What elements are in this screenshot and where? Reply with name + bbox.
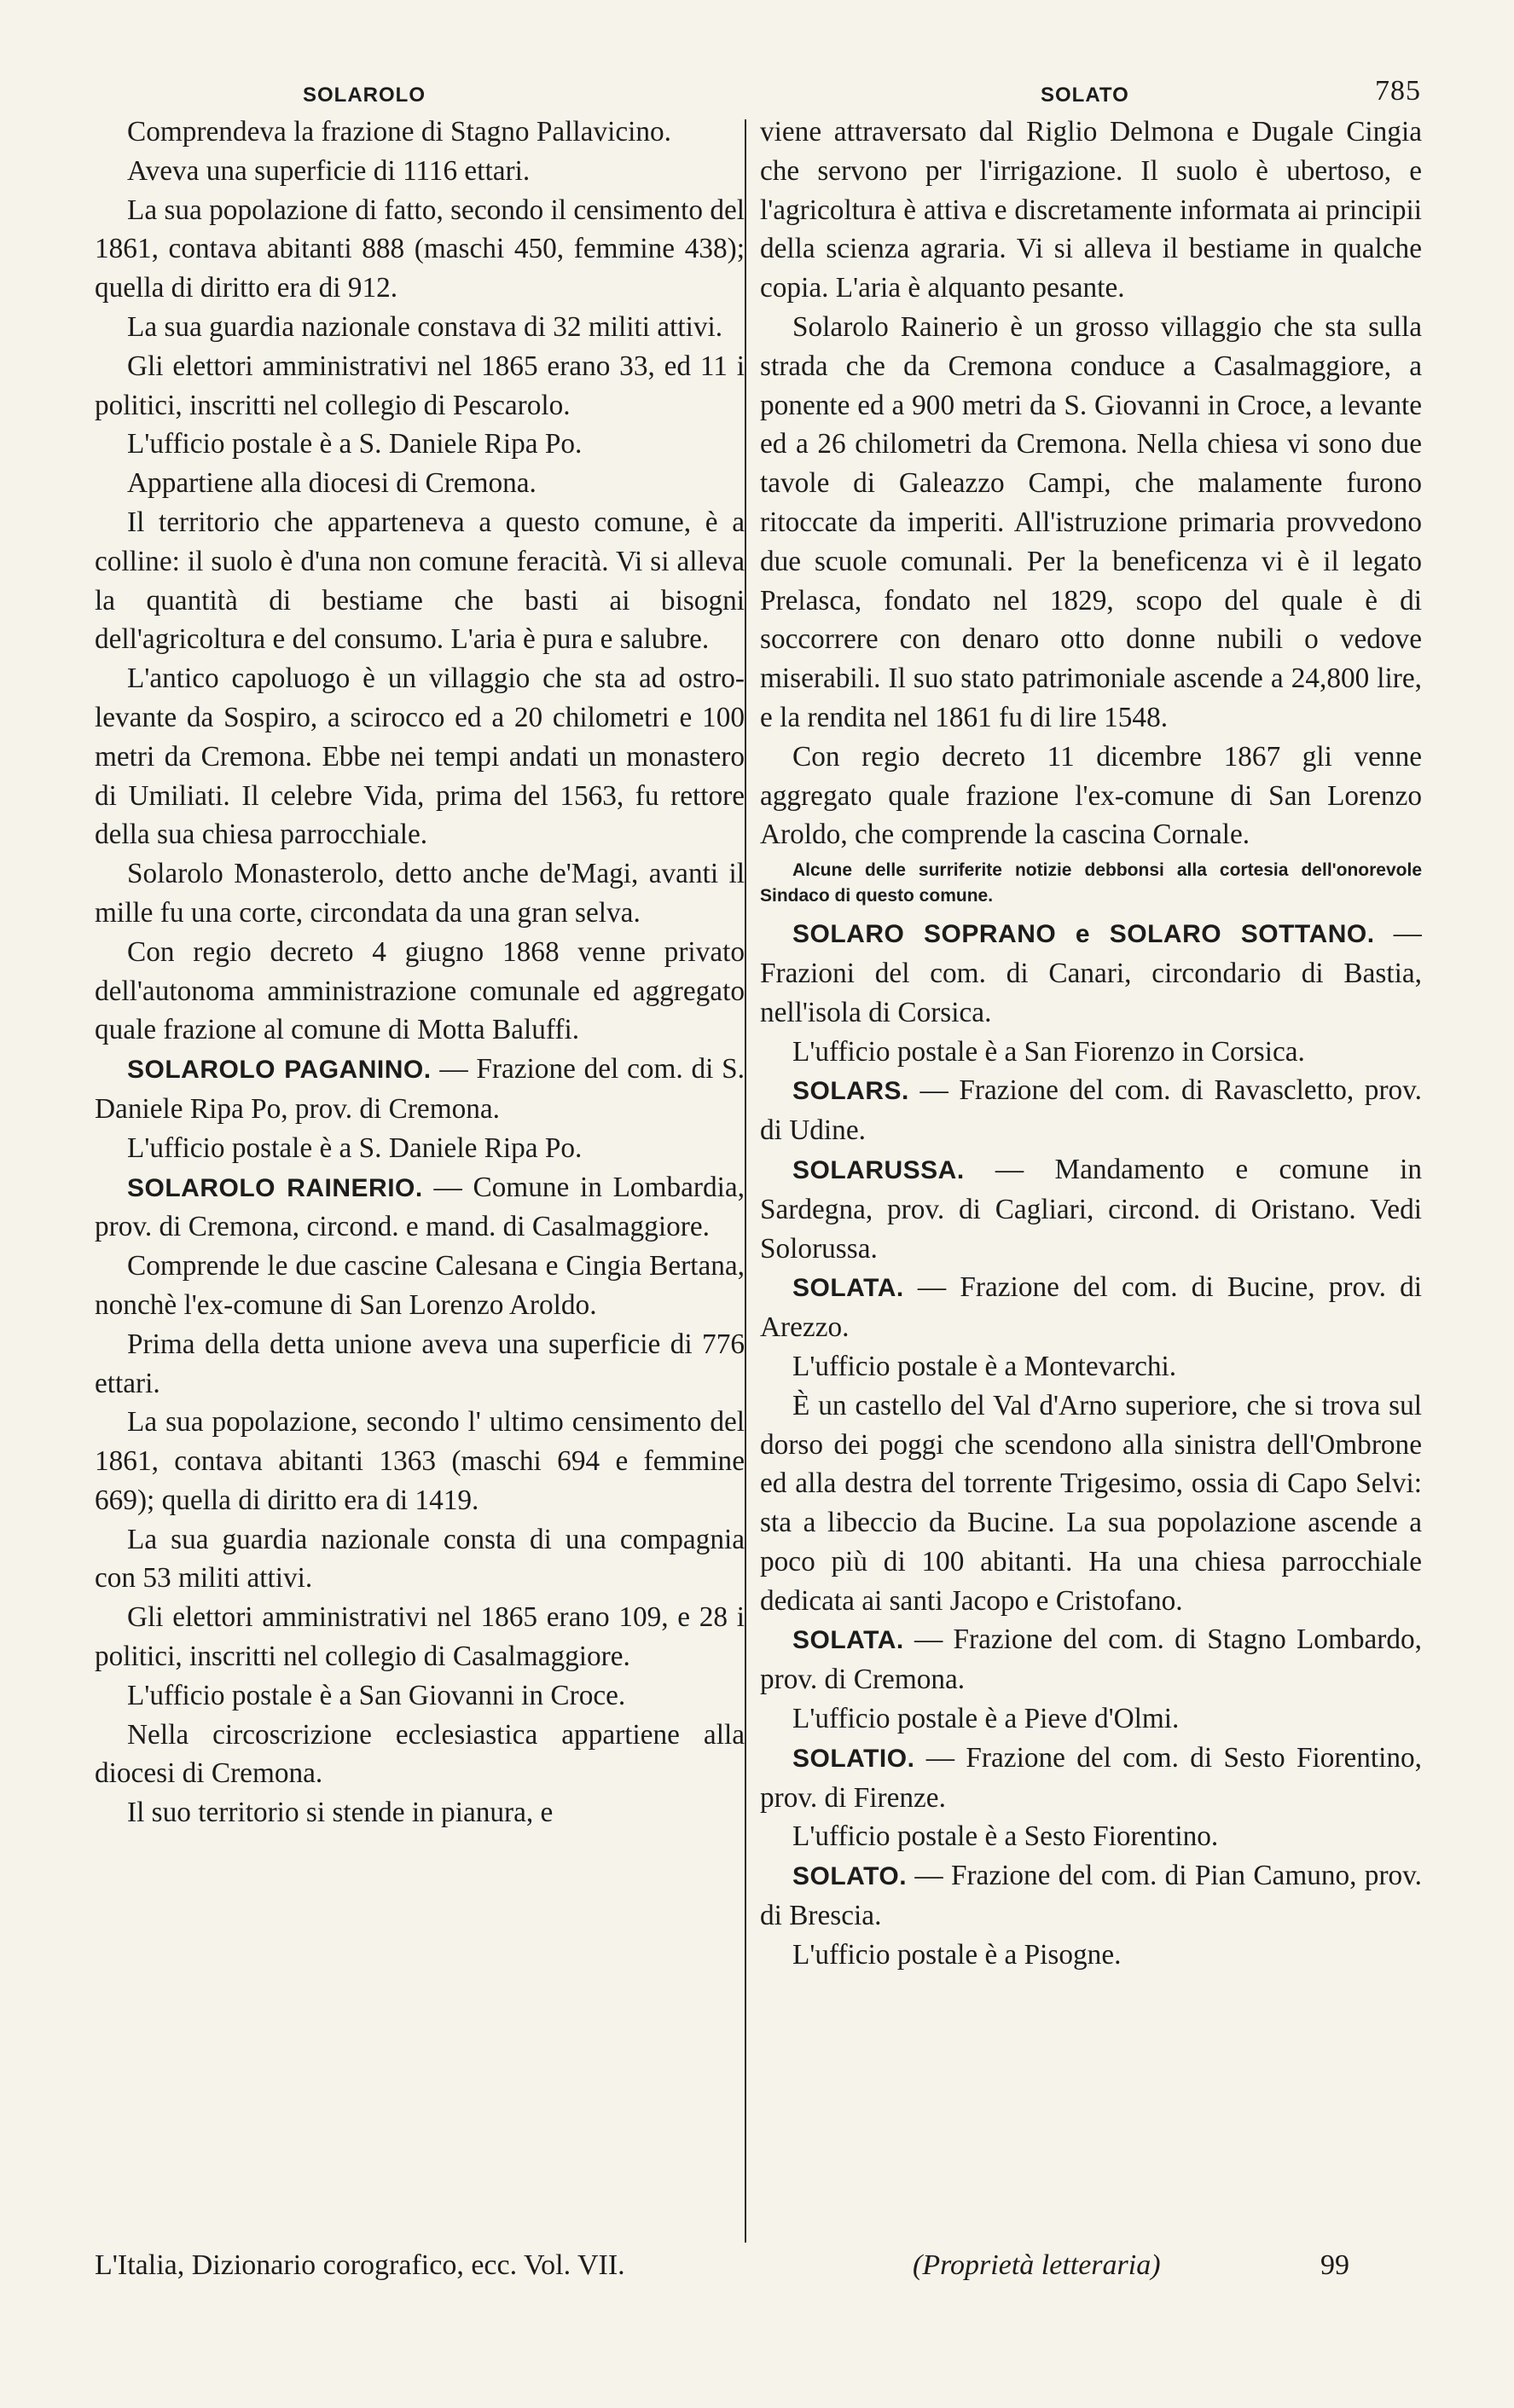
body-paragraph: Appartiene alla diocesi di Cremona. xyxy=(127,467,537,500)
left-running-head: SOLAROLO xyxy=(303,84,426,107)
body-paragraph: L'ufficio postale è a Sesto Fiorentino. xyxy=(792,1820,1219,1853)
body-paragraph: Aveva una superficie di 1116 ettari. xyxy=(127,154,531,187)
body-paragraph: L'ufficio postale è a S. Daniele Ripa Po. xyxy=(127,1132,583,1164)
running-head xyxy=(0,75,1514,113)
entry-text: — Frazione del com. di Stagno Lombardo, prov. di Cremona. xyxy=(760,1624,1422,1696)
body-paragraph: Con regio decreto 11 dicembre 1867 gli venne aggregato quale frazione l'ex-comune di San Lorenzo Aroldo, che comprende la cascina Cornale. xyxy=(760,740,1422,851)
entry-paragraph xyxy=(760,1268,1422,1347)
entry-paragraph xyxy=(95,1050,745,1129)
body-paragraph: La sua guardia nazionale consta di una compagnia con 53 militi attivi. xyxy=(95,1523,745,1595)
body-paragraph: La sua popolazione di fatto, secondo il censimento del 1861, contava abitanti 888 (maschi 450, femmine 438); quella di diritto era di 912. xyxy=(95,194,745,304)
page-number: 785 xyxy=(1375,75,1421,107)
body-paragraph: Gli elettori amministrativi nel 1865 erano 109, e 28 i politici, inscritti nel collegio di Casalmaggiore. xyxy=(95,1601,745,1673)
right-running-head: SOLATO xyxy=(1041,84,1129,107)
entry-paragraph xyxy=(760,1739,1422,1818)
entry-text: — Frazione del com. di Bucine, prov. di Arezzo. xyxy=(760,1271,1422,1344)
entry-text: — Frazione del com. di S. Daniele Ripa Po, prov. di Cremona. xyxy=(95,1053,745,1125)
body-paragraph: L'ufficio postale è a Pieve d'Olmi. xyxy=(792,1703,1180,1735)
body-paragraph: Comprende le due cascine Calesana e Cingia Bertana, nonchè l'ex-comune di San Lorenzo Aroldo. xyxy=(95,1250,745,1321)
body-paragraph: Nella circoscrizione ecclesiastica appartiene alla diocesi di Cremona. xyxy=(95,1718,745,1790)
right-column xyxy=(760,113,1422,2253)
page-footer xyxy=(0,2249,1514,2292)
body-paragraph: Con regio decreto 4 giugno 1868 venne privato dell'autonoma amministrazione comunale ed aggregato quale frazione al comune di Motta Baluffi. xyxy=(95,935,745,1046)
body-paragraph: L'ufficio postale è a San Giovanni in Croce. xyxy=(127,1679,626,1711)
entry-heading: SOLATA. xyxy=(792,1274,904,1303)
entry-text: — Frazione del com. di Sesto Fiorentino, prov. di Firenze. xyxy=(760,1741,1422,1814)
footnote: Alcune delle surriferite notizie debbonsi alla cortesia dell'onorevole Sindaco di questo comune. xyxy=(760,860,1422,906)
body-paragraph: Il suo territorio si stende in pianura, e xyxy=(127,1797,554,1829)
entry-heading: SOLAROLO PAGANINO. xyxy=(127,1056,432,1085)
footer-property: (Proprietà letteraria) xyxy=(913,2249,1161,2281)
entry-heading: SOLATIO. xyxy=(792,1744,915,1773)
body-paragraph: L'ufficio postale è a San Fiorenzo in Corsica. xyxy=(792,1035,1305,1068)
body-paragraph: Gli elettori amministrativi nel 1865 erano 33, ed 11 i politici, inscritti nel collegio di Pescarolo. xyxy=(95,350,745,421)
entry-heading: SOLAROLO RAINERIO. xyxy=(127,1173,423,1202)
body-paragraph: viene attraversato dal Riglio Delmona e Dugale Cingia che servono per l'irrigazione. Il suolo è ubertoso, e l'agricoltura è attiva e discretamente informata ai principii della scienza agraria. Vi si alleva il bestiame in qualche copia. L'aria è alquanto pesante. xyxy=(760,116,1422,304)
body-paragraph: Solarolo Rainerio è un grosso villaggio che sta sulla strada che da Cremona conduce a Casalmaggiore, a ponente ed a 900 metri da S. Giovanni in Croce, a levante ed a 26 chilometri da Cremona. Nella chiesa vi sono due tavole di Galeazzo Campi, che malamente furono ritoccate da imperiti. All'istruzione primaria provvedono due scuole comunali. Per la beneficenza vi è il legato Prelasca, fondato nel 1829, scopo del quale è di soccorrere con denaro otto donne nubili o vedove miserabili. Il suo stato patrimoniale ascende a 24,800 lire, e la rendita nel 1861 fu di lire 1548. xyxy=(760,310,1422,733)
body-paragraph: La sua popolazione, secondo l' ultimo censimento del 1861, contava abitanti 1363 (maschi 694 e femmine 669); quella di diritto era di 1419. xyxy=(95,1406,745,1516)
body-paragraph: Solarolo Monasterolo, detto anche de'Magi, avanti il mille fu una corte, circondata da una gran selva. xyxy=(95,858,745,929)
entry-heading: SOLATO. xyxy=(792,1862,908,1891)
entry-heading: SOLARUSSA. xyxy=(792,1155,965,1184)
entry-paragraph xyxy=(760,1856,1422,1936)
entry-text: — Mandamento e comune in Sardegna, prov. di Cagliari, circond. di Oristano. Vedi Solorussa. xyxy=(760,1153,1422,1265)
footer-title: L'Italia, Dizionario corografico, ecc. Vol. VII. xyxy=(95,2249,625,2281)
entry-text: — Frazioni del com. di Canari, circondario di Bastia, nell'isola di Corsica. xyxy=(760,917,1422,1028)
entry-paragraph xyxy=(95,1168,745,1247)
body-paragraph: Comprendeva la frazione di Stagno Pallavicino. xyxy=(127,116,672,148)
body-paragraph: L'ufficio postale è a S. Daniele Ripa Po. xyxy=(127,428,583,460)
entry-paragraph xyxy=(760,1071,1422,1150)
entry-paragraph xyxy=(760,1150,1422,1268)
body-paragraph: L'ufficio postale è a Pisogne. xyxy=(792,1938,1122,1971)
body-paragraph: L'antico capoluogo è un villaggio che sta ad ostro-levante da Sospiro, a scirocco ed a 20 chilometri e 100 metri da Cremona. Ebbe nei tempi andati un monastero di Umiliati. Il celebre Vida, prima del 1563, fu rettore della sua chiesa parrocchiale. xyxy=(95,663,745,851)
entry-heading: SOLARO SOPRANO e SOLARO SOTTANO. xyxy=(792,920,1375,949)
entry-heading: SOLARS. xyxy=(792,1077,909,1106)
footer-signature: 99 xyxy=(1320,2249,1349,2281)
entry-paragraph xyxy=(760,914,1422,1032)
column-divider xyxy=(745,119,746,2243)
body-paragraph: Il territorio che apparteneva a questo comune, è a colline: il suolo è d'una non comune feracità. Vi si alleva la quantità di bestiame che basti ai bisogni dell'agricoltura e del consumo. L'aria è pura e salubre. xyxy=(95,506,745,656)
entry-text: — Frazione del com. di Pian Camuno, prov. di Brescia. xyxy=(760,1860,1422,1932)
entry-heading: SOLATA. xyxy=(792,1626,904,1655)
entry-paragraph xyxy=(760,1620,1422,1699)
body-paragraph: L'ufficio postale è a Montevarchi. xyxy=(792,1350,1177,1382)
body-paragraph: È un castello del Val d'Arno superiore, che si trova sul dorso dei poggi che scendono alla sinistra dell'Ombrone ed alla destra del torrente Trigesimo, ossia di Capo Selvi: sta a libeccio da Bucine. La sua popolazione ascende a poco più di 100 abitanti. Ha una chiesa parrocchiale dedicata ai santi Jacopo e Cristofano. xyxy=(760,1389,1422,1617)
entry-text: — Comune in Lombardia, prov. di Cremona, circond. e mand. di Casalmaggiore. xyxy=(95,1171,745,1243)
body-paragraph: Prima della detta unione aveva una superficie di 776 ettari. xyxy=(95,1328,745,1399)
entry-text: — Frazione del com. di Ravascletto, prov. di Udine. xyxy=(760,1074,1422,1147)
left-column xyxy=(95,113,745,2253)
body-paragraph: La sua guardia nazionale constava di 32 militi attivi. xyxy=(127,310,723,343)
